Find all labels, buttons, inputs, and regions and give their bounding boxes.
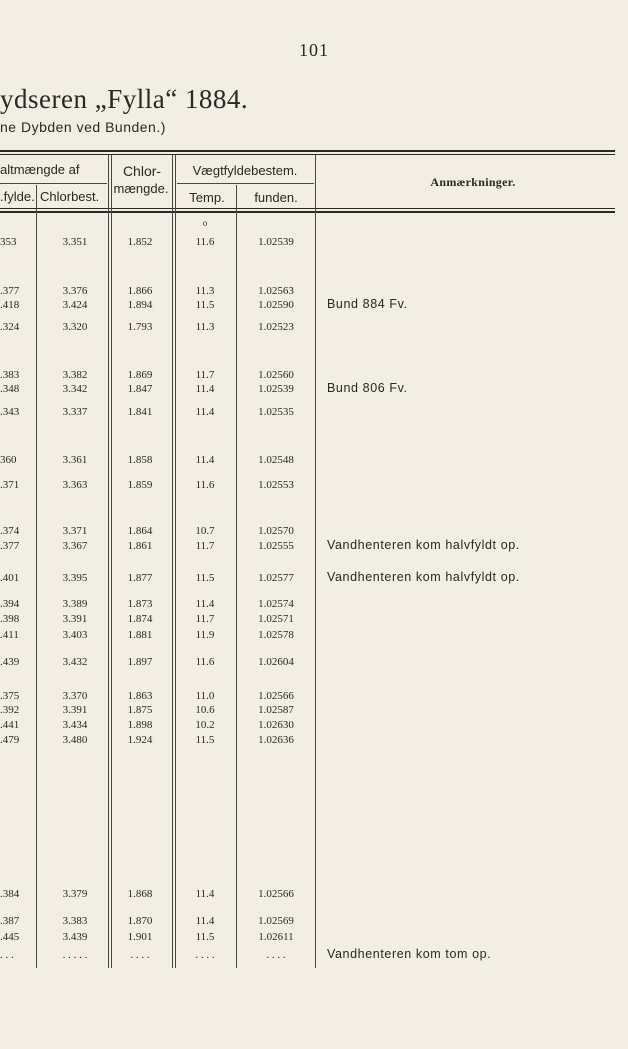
cell-funden: 1.02539 <box>258 236 294 248</box>
cell-chlor: 1.901 <box>127 931 153 943</box>
cell-fylde: .377 <box>0 285 20 297</box>
cell-chlor: 1.894 <box>127 299 153 311</box>
cell-temp: 11.6 <box>195 236 215 248</box>
column-rule <box>315 155 316 968</box>
cell-chlor: 1.873 <box>127 598 153 610</box>
cell-temp: . . . . <box>195 949 215 961</box>
cell-temp: 11.7 <box>195 613 215 625</box>
cell-fylde: .383 <box>0 369 20 381</box>
cell-fylde: .401 <box>0 572 20 584</box>
cell-chlorbest: 3.434 <box>62 719 88 731</box>
cell-temp: 11.4 <box>195 406 215 418</box>
cell-fylde: 353 <box>0 236 17 248</box>
cell-chlorbest: 3.351 <box>62 236 88 248</box>
cell-fylde: .387 <box>0 915 20 927</box>
temp-unit-mark: o <box>202 218 208 228</box>
cell-temp: 11.6 <box>195 479 215 491</box>
column-rule <box>172 155 173 968</box>
cell-chlor: 1.869 <box>127 369 153 381</box>
cell-funden: 1.02523 <box>258 321 294 333</box>
cell-temp: 11.0 <box>195 690 215 702</box>
cell-funden: 1.02636 <box>258 734 294 746</box>
cell-chlor: 1.859 <box>127 479 153 491</box>
cell-funden: 1.02555 <box>258 540 294 552</box>
cell-fylde: .398 <box>0 613 20 625</box>
cell-temp: 10.6 <box>195 704 215 716</box>
salt-group-underline <box>0 183 107 184</box>
cell-chlor: 1.881 <box>127 629 153 641</box>
cell-fylde: .418 <box>0 299 20 311</box>
cell-chlorbest: 3.395 <box>62 572 88 584</box>
cell-temp: 10.7 <box>195 525 215 537</box>
cell-chlorbest: 3.391 <box>62 704 88 716</box>
cell-fylde: .441 <box>0 719 20 731</box>
cell-remark: Bund 884 Fv. <box>327 297 408 311</box>
header-divider-thick <box>0 211 615 213</box>
cell-funden: 1.02566 <box>258 690 294 702</box>
cell-chlorbest: 3.424 <box>62 299 88 311</box>
cell-fylde: . . . <box>0 949 14 961</box>
cell-fylde: .377 <box>0 540 20 552</box>
cell-funden: 1.02566 <box>258 888 294 900</box>
cell-chlor: 1.877 <box>127 572 153 584</box>
header-temp: Temp. <box>189 190 225 205</box>
cell-temp: 11.3 <box>195 321 215 333</box>
cell-temp: 11.6 <box>195 656 215 668</box>
cell-chlorbest: 3.403 <box>62 629 88 641</box>
cell-temp: 11.4 <box>195 383 215 395</box>
cell-funden: 1.02611 <box>258 931 294 943</box>
cell-fylde: .392 <box>0 704 20 716</box>
cell-temp: 11.4 <box>195 454 215 466</box>
cell-chlorbest: 3.337 <box>62 406 88 418</box>
cell-chlor: 1.874 <box>127 613 153 625</box>
cell-temp: 11.7 <box>195 540 215 552</box>
cell-chlorbest: 3.439 <box>62 931 88 943</box>
cell-fylde: .371 <box>0 479 20 491</box>
cell-chlor: 1.852 <box>127 236 153 248</box>
cell-funden: 1.02539 <box>258 383 294 395</box>
cell-chlor: 1.866 <box>127 285 153 297</box>
cell-temp: 11.5 <box>195 931 215 943</box>
cell-chlor: 1.858 <box>127 454 153 466</box>
cell-funden: 1.02563 <box>258 285 294 297</box>
page-title: ydseren „Fylla“ 1884. <box>0 84 249 114</box>
cell-temp: 11.7 <box>195 369 215 381</box>
cell-chlorbest: 3.383 <box>62 915 88 927</box>
header-chlor-line2: mængde. <box>113 181 169 196</box>
cell-fylde: .324 <box>0 321 20 333</box>
cell-remark: Vandhenteren kom halvfyldt op. <box>327 570 520 584</box>
cell-funden: 1.02590 <box>258 299 294 311</box>
header-chlorbest: Chlorbest. <box>40 189 100 204</box>
cell-temp: 11.9 <box>195 629 215 641</box>
header-vaegt-group: Vægtfyldebestem. <box>192 163 298 178</box>
cell-funden: . . . . <box>266 949 286 961</box>
cell-chlorbest: 3.370 <box>62 690 88 702</box>
cell-chlor: 1.847 <box>127 383 153 395</box>
cell-chlor: 1.868 <box>127 888 153 900</box>
header-remarks: Anmærkninger. <box>430 175 516 189</box>
cell-chlorbest: 3.432 <box>62 656 88 668</box>
cell-chlor: 1.897 <box>127 656 153 668</box>
cell-temp: 10.2 <box>195 719 215 731</box>
cell-chlor: 1.864 <box>127 525 153 537</box>
cell-chlor: 1.861 <box>127 540 153 552</box>
cell-chlor: . . . . <box>130 949 150 961</box>
cell-funden: 1.02571 <box>258 613 294 625</box>
cell-funden: 1.02587 <box>258 704 294 716</box>
cell-fylde: .445 <box>0 931 20 943</box>
cell-chlorbest: 3.391 <box>62 613 88 625</box>
cell-temp: 11.4 <box>195 915 215 927</box>
cell-funden: 1.02578 <box>258 629 294 641</box>
cell-funden: 1.02548 <box>258 454 294 466</box>
cell-fylde: 360 <box>0 454 17 466</box>
cell-chlorbest: 3.367 <box>62 540 88 552</box>
cell-chlor: 1.863 <box>127 690 153 702</box>
cell-temp: 11.5 <box>195 734 215 746</box>
column-rule <box>36 185 37 968</box>
cell-chlor: 1.898 <box>127 719 153 731</box>
table-top-rule <box>0 150 615 152</box>
cell-fylde: .394 <box>0 598 20 610</box>
cell-chlorbest: 3.342 <box>62 383 88 395</box>
cell-funden: 1.02604 <box>258 656 294 668</box>
table-top-rule-thin <box>0 154 615 155</box>
cell-funden: 1.02577 <box>258 572 294 584</box>
header-fylde: .fylde. <box>0 189 35 204</box>
cell-fylde: .343 <box>0 406 20 418</box>
cell-fylde: .348 <box>0 383 20 395</box>
cell-fylde: .384 <box>0 888 20 900</box>
cell-chlorbest: 3.371 <box>62 525 88 537</box>
cell-chlor: 1.870 <box>127 915 153 927</box>
cell-chlor: 1.875 <box>127 704 153 716</box>
column-rule <box>111 155 112 968</box>
cell-funden: 1.02574 <box>258 598 294 610</box>
cell-funden: 1.02553 <box>258 479 294 491</box>
cell-funden: 1.02535 <box>258 406 294 418</box>
cell-chlor: 1.924 <box>127 734 153 746</box>
cell-funden: 1.02560 <box>258 369 294 381</box>
cell-fylde: .479 <box>0 734 20 746</box>
cell-temp: 11.4 <box>195 888 215 900</box>
cell-fylde: .439 <box>0 656 20 668</box>
cell-funden: 1.02570 <box>258 525 294 537</box>
cell-chlor: 1.841 <box>127 406 153 418</box>
header-salt-group: altmængde af <box>0 162 80 177</box>
cell-chlorbest: 3.480 <box>62 734 88 746</box>
cell-temp: 11.3 <box>195 285 215 297</box>
cell-remark: Vandhenteren kom tom op. <box>327 947 492 961</box>
cell-chlor: 1.793 <box>127 321 153 333</box>
cell-chlorbest: . . . . . <box>62 949 88 961</box>
cell-remark: Bund 806 Fv. <box>327 381 408 395</box>
cell-chlorbest: 3.382 <box>62 369 88 381</box>
cell-temp: 11.5 <box>195 299 215 311</box>
header-divider <box>0 208 615 209</box>
cell-chlorbest: 3.389 <box>62 598 88 610</box>
cell-chlorbest: 3.363 <box>62 479 88 491</box>
cell-fylde: .374 <box>0 525 20 537</box>
header-chlor-line1: Chlor- <box>122 163 162 179</box>
cell-chlorbest: 3.379 <box>62 888 88 900</box>
vaegt-group-underline <box>177 183 314 184</box>
cell-fylde: .411 <box>0 629 19 641</box>
cell-funden: 1.02630 <box>258 719 294 731</box>
column-rule <box>108 155 109 968</box>
cell-fylde: .375 <box>0 690 20 702</box>
page-number: 101 <box>299 40 329 60</box>
cell-temp: 11.5 <box>195 572 215 584</box>
cell-temp: 11.4 <box>195 598 215 610</box>
cell-remark: Vandhenteren kom halvfyldt op. <box>327 538 520 552</box>
header-funden: funden. <box>254 190 298 205</box>
cell-chlorbest: 3.376 <box>62 285 88 297</box>
page-subtitle: ne Dybden ved Bunden.) <box>0 119 166 135</box>
cell-funden: 1.02569 <box>258 915 294 927</box>
cell-chlorbest: 3.361 <box>62 454 88 466</box>
cell-chlorbest: 3.320 <box>62 321 88 333</box>
column-rule <box>175 155 176 968</box>
